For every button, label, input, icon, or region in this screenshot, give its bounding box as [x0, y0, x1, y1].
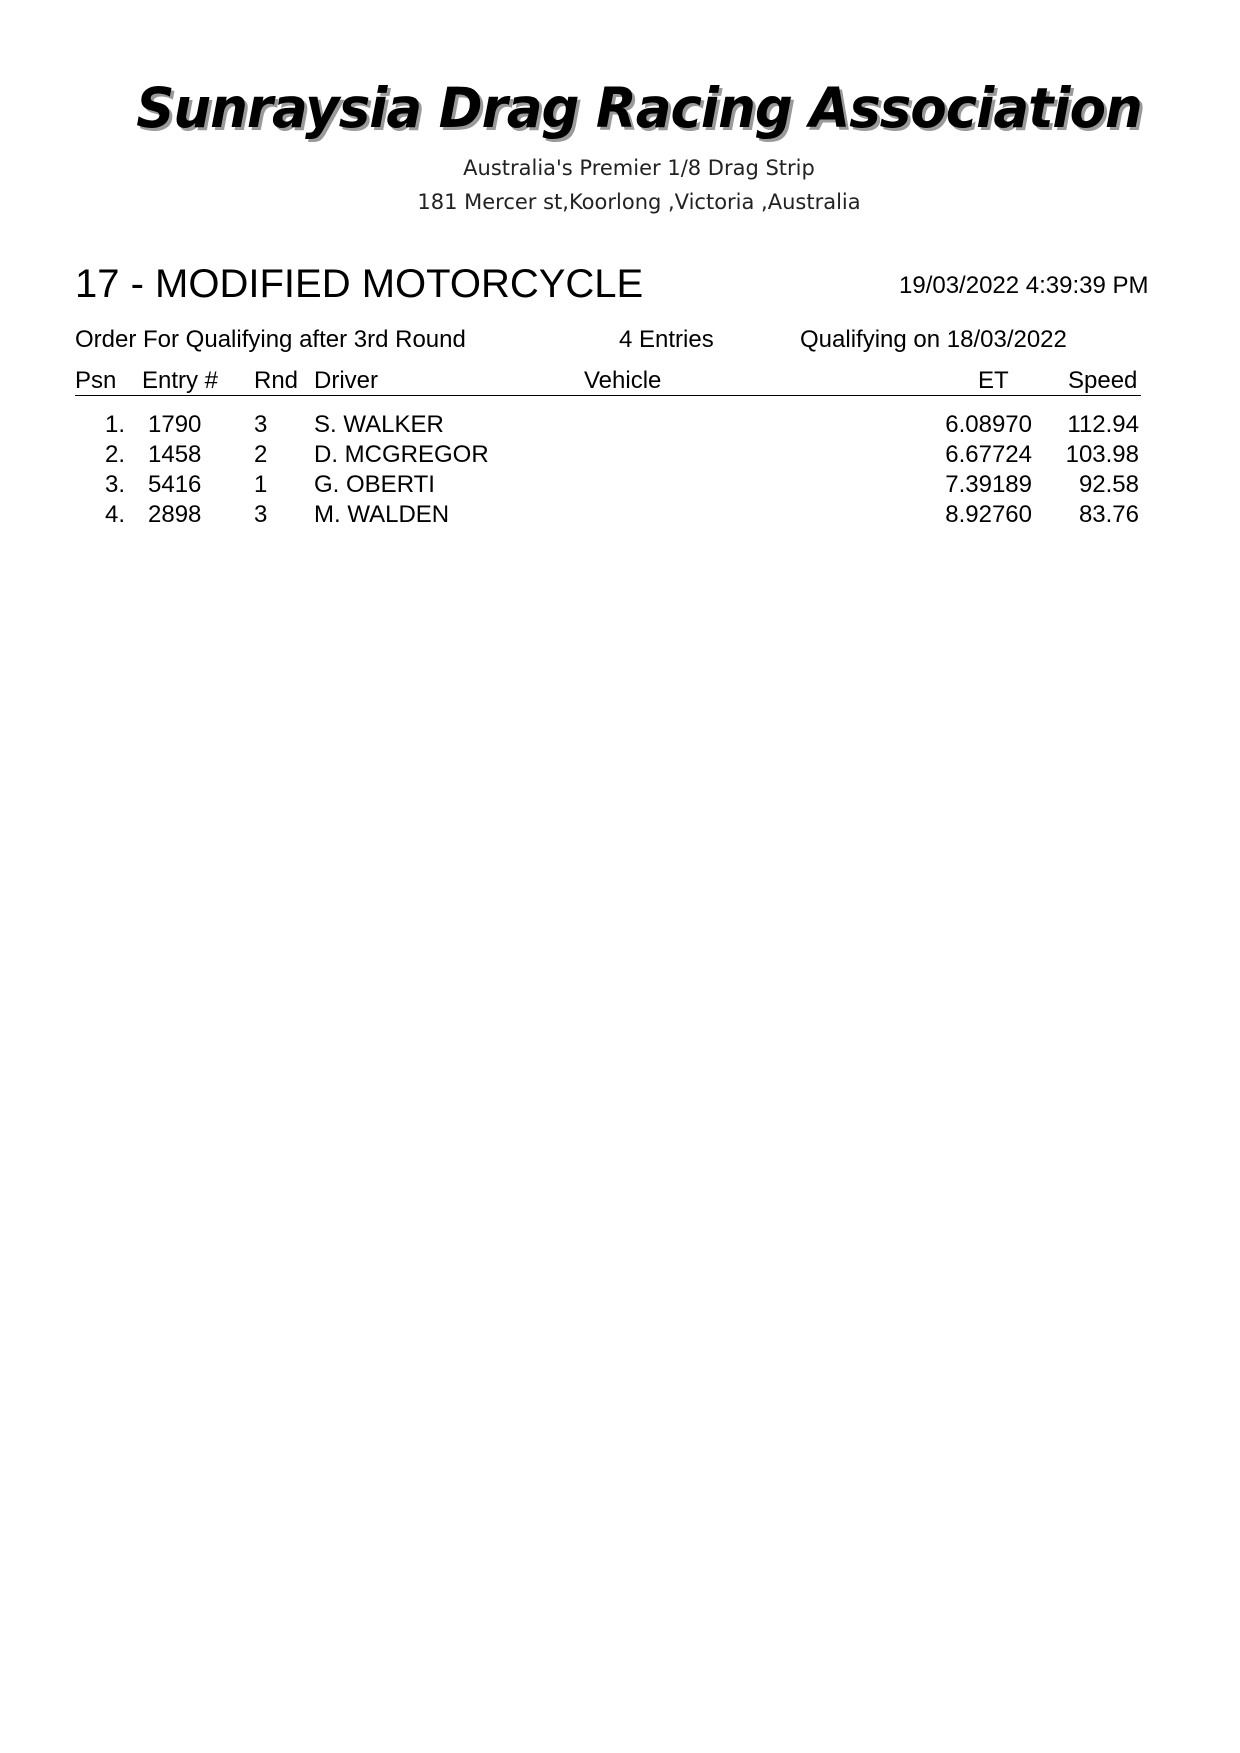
cell-rnd: 2: [254, 441, 268, 468]
cell-psn: 1.: [104, 411, 125, 438]
order-description: Order For Qualifying after 3rd Round: [75, 326, 466, 353]
table-row: [0, 441, 1240, 471]
org-tagline: Australia's Premier 1/8 Drag Strip: [463, 156, 815, 180]
org-name: Sunraysia Drag Racing Association: [136, 76, 1142, 141]
table-row: [0, 501, 1240, 531]
col-header-et: ET: [978, 367, 1009, 394]
cell-speed: 83.76: [1078, 501, 1139, 528]
cell-rnd: 1: [254, 471, 268, 498]
cell-speed: 92.58: [1078, 471, 1139, 498]
header-underline: [75, 395, 1141, 396]
cell-psn: 2.: [104, 441, 125, 468]
col-header-entry: Entry #: [142, 367, 219, 394]
cell-entry: 5416: [148, 471, 202, 498]
col-header-vehicle: Vehicle: [584, 367, 662, 394]
qualifying-date: Qualifying on 18/03/2022: [800, 326, 1067, 353]
cell-et: 8.92760: [945, 501, 1032, 528]
cell-speed: 112.94: [1067, 411, 1139, 438]
cell-psn: 4.: [104, 501, 125, 528]
cell-rnd: 3: [254, 411, 268, 438]
cell-driver: G. OBERTI: [314, 471, 435, 498]
table-row: [0, 411, 1240, 441]
cell-rnd: 3: [254, 501, 268, 528]
cell-et: 6.67724: [945, 441, 1032, 468]
col-header-speed: Speed: [1068, 367, 1138, 394]
class-title: 17 - MODIFIED MOTORCYCLE: [75, 262, 644, 306]
col-header-rnd: Rnd: [254, 367, 299, 394]
printed-timestamp: 19/03/2022 4:39:39 PM: [899, 272, 1149, 299]
cell-entry: 1458: [148, 441, 202, 468]
cell-entry: 1790: [148, 411, 202, 438]
col-header-driver: Driver: [314, 367, 378, 394]
cell-psn: 3.: [104, 471, 125, 498]
entries-count: 4 Entries: [619, 326, 714, 353]
org-address: 181 Mercer st,Koorlong ,Victoria ,Australia: [417, 190, 861, 214]
table-row: [0, 471, 1240, 501]
col-header-psn: Psn: [75, 367, 117, 394]
cell-entry: 2898: [148, 501, 202, 528]
cell-et: 6.08970: [945, 411, 1032, 438]
cell-driver: D. MCGREGOR: [314, 441, 489, 468]
cell-driver: M. WALDEN: [314, 501, 450, 528]
cell-speed: 103.98: [1065, 441, 1139, 468]
cell-et: 7.39189: [945, 471, 1032, 498]
cell-driver: S. WALKER: [314, 411, 444, 438]
org-logo: [0, 78, 1240, 139]
